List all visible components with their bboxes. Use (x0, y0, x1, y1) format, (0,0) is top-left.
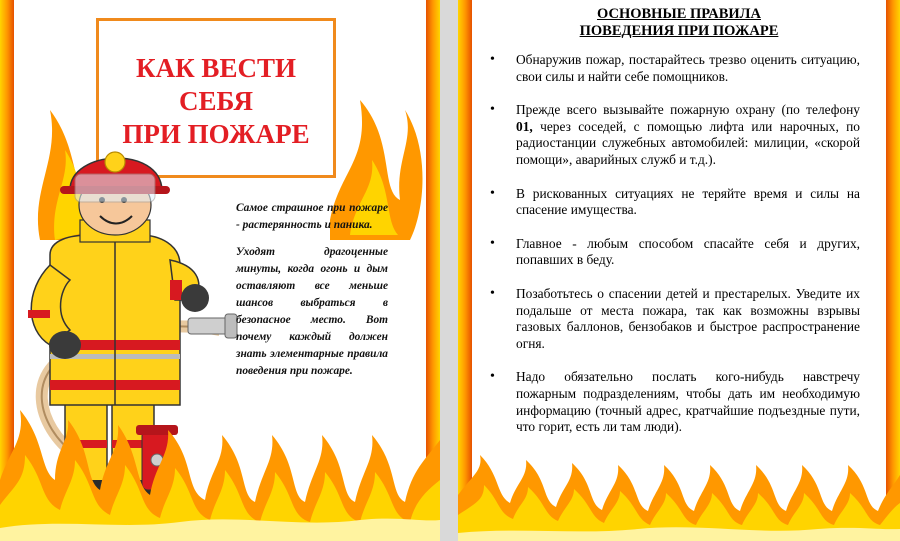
rule-item: • В рискованных ситуациях не теряйте время и силы на спасение имущества. (502, 186, 860, 219)
rule-item: • Главное - любым способом спасайте себя и других, попавших в беду. (502, 236, 860, 269)
rule-2-text-end: через соседей, с помощью лифта или нарочных, по радиостанции служебных автомобилей: милиции, «скорой помощи», аварийных служб и т.д.). (516, 118, 860, 167)
rules-title (458, 6, 900, 40)
right-page (458, 0, 900, 541)
rules-title-line-1: ОСНОВНЫЕ ПРАВИЛА (597, 6, 761, 22)
left-paragraph-2: Уходят драгоценные минуты, когда огонь и дым оставляют все меньше шансов выбраться в безопасное место. Вот почему каждый должен знать элементарные правила поведения при пожаре. (236, 246, 388, 377)
rule-item: • Обнаружив пожар, постарайтесь трезво оценить ситуацию, свои силы и найти себе помощников. (502, 52, 860, 85)
left-paragraph-1: Самое страшное при пожаре - растерянность и паника. (236, 202, 388, 231)
title-line-2: СЕБЯ (179, 85, 253, 116)
rule-2-phone: 01, (516, 118, 533, 134)
rule-item: • Надо обязательно послать кого-нибудь навстречу пожарным подразделениям, чтобы дать им необходимую информацию (точный адрес, кратчайшие подъездные пути, что горит, есть ли там люди). (502, 369, 860, 435)
rules-title-line-2: ПОВЕДЕНИЯ ПРИ ПОЖАРЕ (579, 23, 779, 39)
rule-item (502, 102, 860, 168)
title-line-3: ПРИ ПОЖАРЕ (122, 118, 310, 149)
rule-item: • Позаботьтесь о спасении детей и престарелых. Уведите их подальше от места пожара, так как возможны взрывы газовых баллонов, бензобаков и быстрое распространение огня. (502, 286, 860, 352)
title-line-1: КАК ВЕСТИ (136, 52, 296, 83)
bottom-flames-left (0, 410, 440, 541)
page-title (122, 52, 309, 151)
helmet-badge-icon (105, 152, 125, 172)
left-page-text (236, 200, 388, 390)
bottom-flames-right (458, 455, 900, 541)
rule-2-text-start: Прежде всего вызывайте пожарную охрану (по телефону (516, 102, 860, 118)
rules-list (502, 52, 860, 453)
left-page (0, 0, 440, 541)
